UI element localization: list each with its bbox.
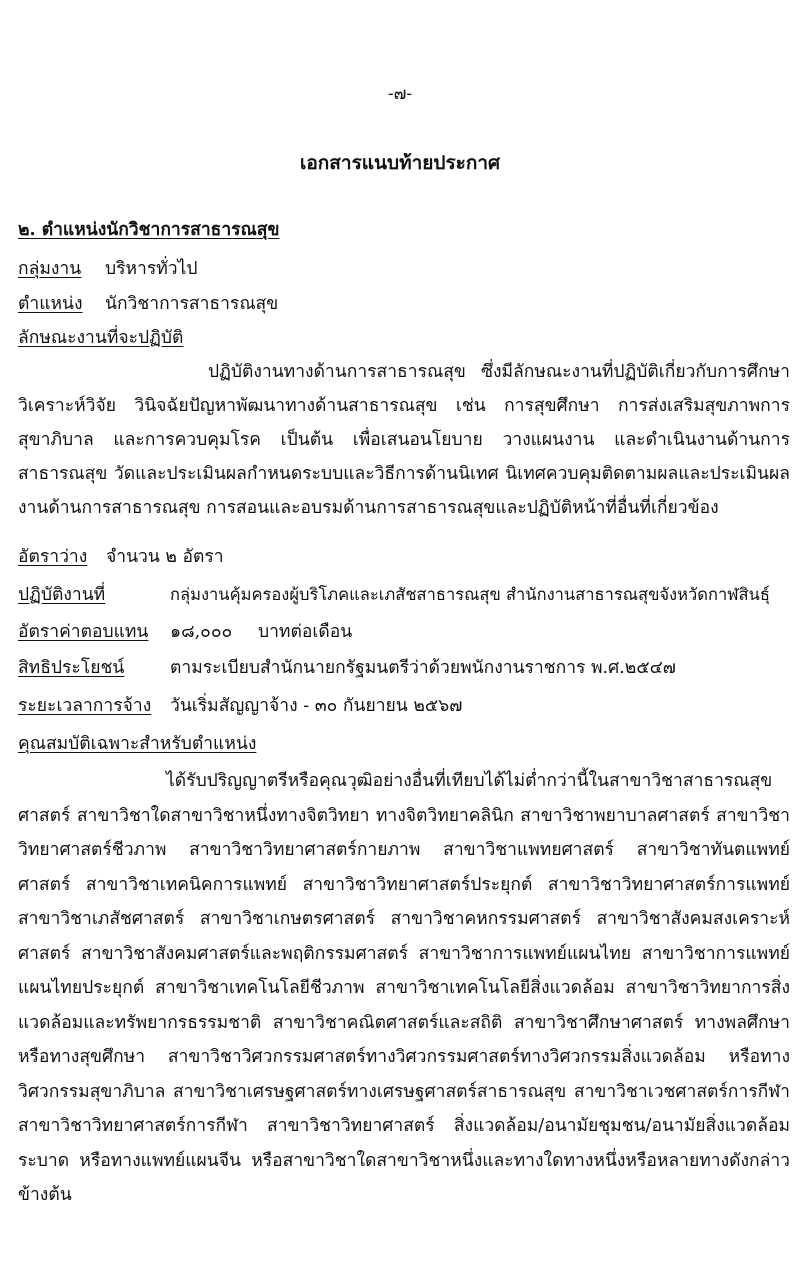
benefits-label: สิทธิประโยชน์ bbox=[18, 658, 125, 678]
job-nature-label: ลักษณะงานที่จะปฏิบัติ bbox=[18, 328, 184, 348]
workplace-label: ปฏิบัติงานที่ bbox=[18, 585, 106, 605]
period-value: วันเริ่มสัญญาจ้าง - ๓๐ กันยายน ๒๕๖๗ bbox=[170, 696, 463, 716]
period-label: ระยะเวลาการจ้าง bbox=[18, 696, 152, 716]
document-title: เอกสารแนบท้ายประกาศ bbox=[299, 152, 501, 174]
position-heading: ๒. ตำแหน่งนักวิชาการสาธารณสุข bbox=[18, 220, 280, 240]
position-value: นักวิชาการสาธารณสุข bbox=[105, 294, 279, 314]
workplace-value: กลุ่มงานคุ้มครองผู้บริโภคและเภสัชสาธารณสุข สำนักงานสาธารณสุขจังหวัดกาฬสินธุ์ bbox=[170, 585, 770, 604]
salary-label: อัตราค่าตอบแทน bbox=[18, 622, 149, 642]
position-label: ตำแหน่ง bbox=[18, 294, 83, 314]
vacancy-value: จำนวน ๒ อัตรา bbox=[106, 547, 224, 567]
page-number: -๗- bbox=[387, 84, 413, 104]
qualifications-label: คุณสมบัติเฉพาะสำหรับตำแหน่ง bbox=[18, 734, 257, 754]
qualifications-text: ได้รับปริญญาตรีหรือคุณวุฒิอย่างอื่นที่เทียบได้ไม่ต่ำกว่านี้ในสาขาวิชาสาธารณสุขศาสตร์ สาขาวิชาใดสาขาวิชาหนึ่งทางจิตวิทยา ทางจิตวิทยาคลินิก สาขาวิชาพยาบาลศาสตร์ สาขาวิชาวิทยาศาสตร์ชีวภาพ สาขาวิชาวิทยาศาสตร์กายภาพ สาขาวิชาแพทยศาสตร์ สาขาวิชาทันตแพทย์ศาสตร์ สาขาวิชาเทคนิคการแพทย์ สาขาวิชาวิทยาศาสตร์ประยุกต์ สาขาวิชาวิทยาศาสตร์การแพทย์ สาขาวิชาเภสัชศาสตร์ สาขาวิชาเกษตรศาสตร์ สาขาวิชาคหกรรมศาสตร์ สาขาวิชาสังคมสงเคราะห์ศาสตร์ สาขาวิชาสังคมศาสตร์และพฤติกรรมศาสตร์ สาขาวิชาการแพทย์แผนไทย สาขาวิชาการแพทย์แผนไทยประยุกต์ สาขาวิชาเทคโนโลยีชีวภาพ สาขาวิชาเทคโนโลยีสิ่งแวดล้อม สาขาวิชาวิทยาการสิ่งแวดล้อมและทรัพยากรธรรมชาติ สาขาวิชาคณิตศาสตร์และสถิติ สาขาวิชาศึกษาศาสตร์ ทางพลศึกษาหรือทางสุขศึกษา สาขาวิชาวิศวกรรมศาสตร์ทางวิศวกรรมศาสตร์ทางวิศวกรรมสิ่งแวดล้อม หรือทางวิศวกรรมสุขาภิบาล สาขาวิชาเศรษฐศาสตร์ทางเศรษฐศาสตร์สาธารณสุข สาขาวิชาเวชศาสตร์การกีฬา สาขาวิชาวิทยาศาสตร์การกีฬา สาขาวิชาวิทยาศาสตร์ สิ่งแวดล้อม/อนามัยชุมชน/อนามัยสิ่งแวดล้อมระบาด หรือทางแพทย์แผนจีน หรือสาขาวิชาใดสาขาวิชาหนึ่งและทางใดทางหนึ่งหรือหลายทางดังกล่าวข้างต้น bbox=[18, 771, 790, 1205]
salary-unit: บาทต่อเดือน bbox=[258, 622, 353, 642]
job-nature-text: ปฏิบัติงานทางด้านการสาธารณสุข ซึ่งมีลักษณะงานที่ปฏิบัติเกี่ยวกับการศึกษาวิเคราะห์วิจัย วินิจฉัยปัญหาพัฒนาทางด้านสาธารณสุข เช่น การสุขศึกษา การส่งเสริมสุขภาพการสุขาภิบาล และการควบคุมโรค เป็นต้น เพื่อเสนอนโยบาย วางแผนงาน และดำเนินงานด้านการสาธารณสุข วัดและประเมินผลกำหนดระบบและวิธีการด้านนิเทศ นิเทศควบคุมติดตามผลและประเมินผลงานด้านการสาธารณสุข การสอนและอบรมด้านการสาธารณสุขและปฏิบัติหน้าที่อื่นที่เกี่ยวข้อง bbox=[18, 362, 790, 518]
salary-value: ๑๘,๐๐๐ bbox=[170, 622, 233, 642]
vacancy-label: อัตราว่าง bbox=[18, 547, 88, 567]
benefits-value: ตามระเบียบสำนักนายกรัฐมนตรีว่าด้วยพนักงานราชการ พ.ศ.๒๕๔๗ bbox=[170, 658, 676, 678]
work-group-label: กลุ่มงาน bbox=[18, 259, 82, 279]
work-group-value: บริหารทั่วไป bbox=[105, 259, 198, 279]
